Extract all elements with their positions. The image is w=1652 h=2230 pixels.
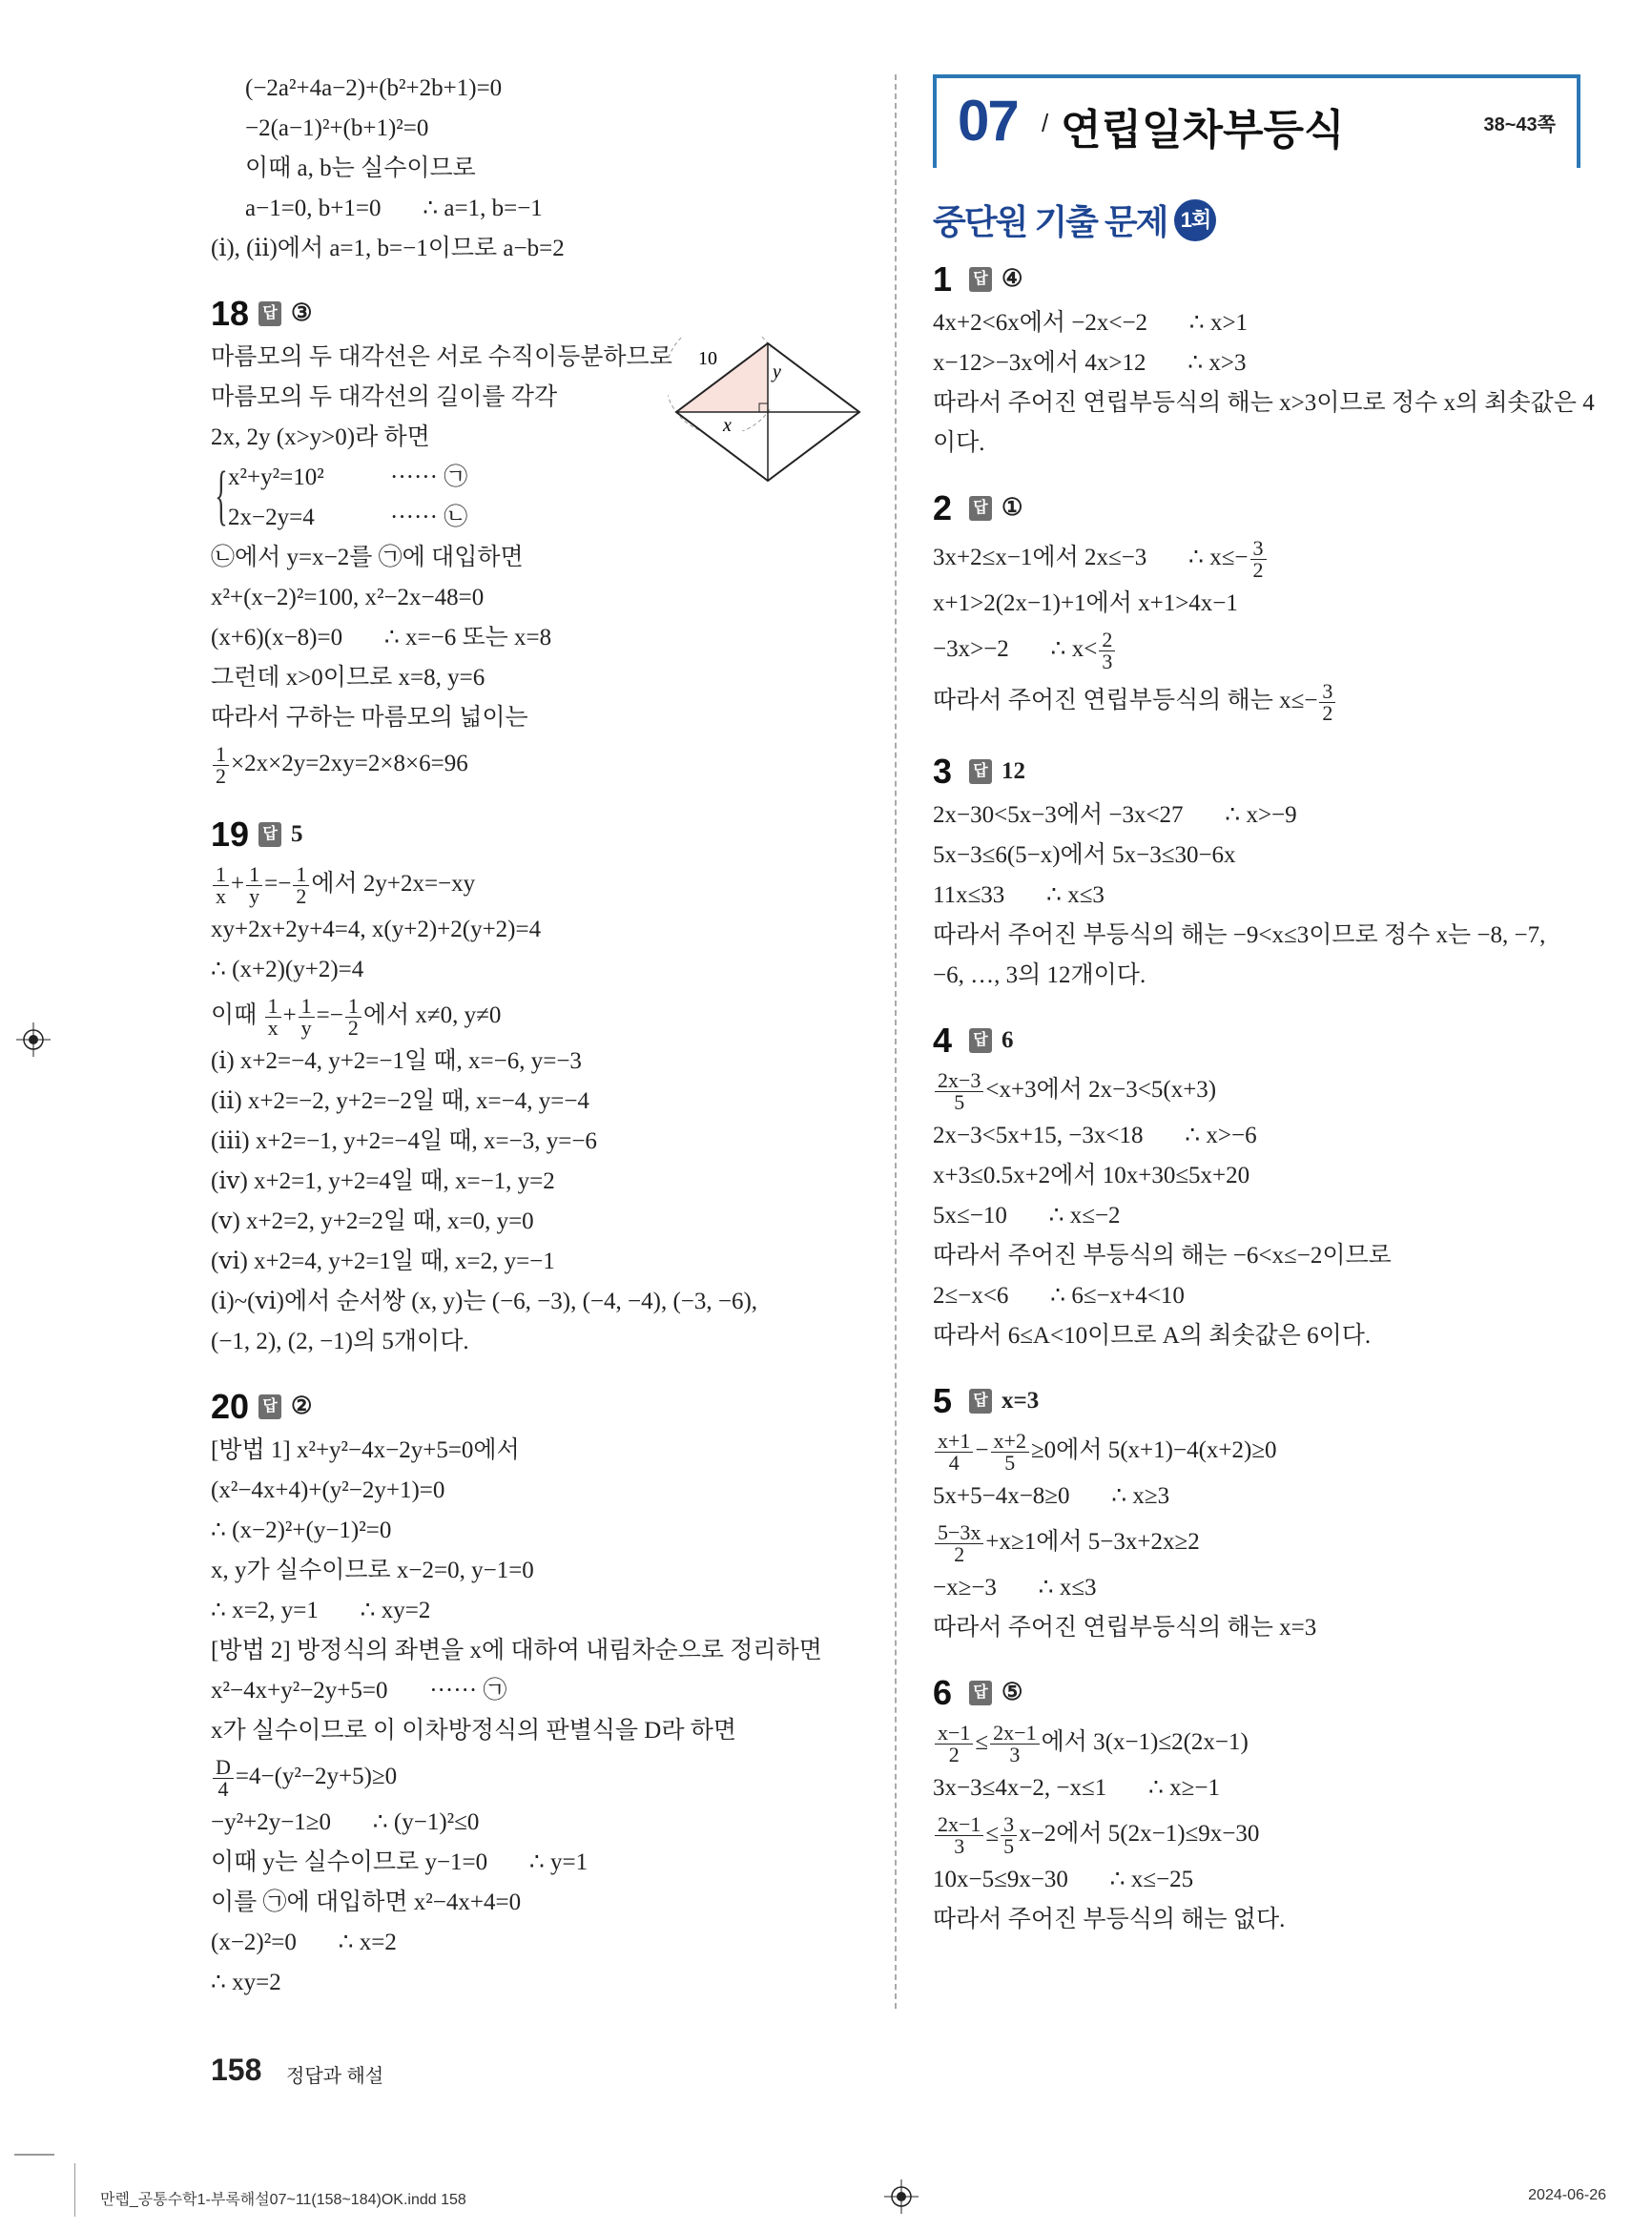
fraction-numerator: 2x−3	[935, 1070, 983, 1092]
answer-badge: 답	[969, 267, 992, 292]
fraction-denominator: 2	[1252, 557, 1264, 582]
fraction	[265, 993, 281, 1040]
text-line: (x+6)(x−8)=0 ∴ x=−6 또는 x=8	[211, 625, 552, 650]
fraction	[1099, 627, 1115, 673]
text-line: 2x−3<5x+15, −3x<18 ∴ x>−6	[933, 1123, 1257, 1148]
fraction-numerator: 1	[345, 996, 361, 1018]
column-divider	[895, 74, 897, 2009]
text-line: 마름모의 두 대각선은 서로 수직이등분하므로	[211, 344, 672, 370]
equation-label: ······ ㉠	[390, 465, 468, 490]
chapter-number: 07	[958, 89, 1018, 153]
text-line: 5x≤−10 ∴ x≤−2	[933, 1203, 1121, 1229]
fraction-numerator: 1	[293, 864, 309, 886]
fraction-numerator: 2x−1	[935, 1814, 983, 1836]
slug-date: 2024-06-26	[1528, 2187, 1606, 2203]
problem-header	[933, 1669, 1591, 1717]
answer-badge: 답	[258, 301, 281, 326]
text-segment: +	[282, 1002, 297, 1028]
system-equation	[228, 498, 467, 538]
fraction-denominator: 3	[954, 1833, 965, 1858]
fraction	[990, 1720, 1039, 1766]
fraction	[1001, 1811, 1017, 1858]
problem-header	[211, 1383, 869, 1431]
answer-badge: 답	[969, 1028, 992, 1053]
text-line: ∴ (x−2)²+(y−1)²=0	[211, 1518, 392, 1543]
text-line: x²−4x+y²−2y+5=0 ······ ㉠	[211, 1678, 507, 1703]
text-segment: −3x>−2 ∴ x<	[933, 636, 1098, 662]
fraction-denominator: y	[300, 1015, 312, 1040]
text-line: 그런데 x>0이므로 x=8, y=6	[211, 665, 485, 691]
text-line: ∴ (x+2)(y+2)=4	[211, 957, 364, 982]
math-line	[211, 738, 869, 790]
equation-label: ······ ㉡	[390, 505, 468, 530]
fraction-denominator: 2	[948, 1742, 960, 1766]
registration-mark-icon	[16, 1022, 51, 1057]
right-column	[933, 256, 1595, 1940]
fraction-numerator: D	[213, 1757, 234, 1779]
fraction-denominator: x	[267, 1015, 279, 1040]
text-line: 3x−3≤4x−2, −x≤1 ∴ x≥−1	[933, 1775, 1220, 1801]
fraction	[293, 861, 309, 908]
text-line: −2(a−1)²+(b+1)²=0	[245, 115, 429, 141]
text-line: (ⅰ), (ⅱ)에서 a=1, b=−1이므로 a−b=2	[211, 236, 565, 261]
fraction-numerator: 2x−1	[990, 1723, 1039, 1745]
slug-filename: 만렙_공통수학1-부록해설07~11(158~184)OK.indd 158	[100, 2192, 466, 2208]
answer-badge: 답	[969, 759, 992, 784]
fraction-denominator: 2	[216, 763, 226, 788]
fraction-denominator: 5	[1004, 1450, 1016, 1475]
text-line: −x≥−3 ∴ x≤3	[933, 1575, 1097, 1600]
label-side: 10	[698, 348, 717, 369]
text-line: xy+2x+2y+4=4, x(y+2)+2(y+2)=4	[211, 917, 542, 942]
text-line: 이를 ㉠에 대입하면 x²−4x+4=0	[211, 1889, 522, 1915]
problem-header	[211, 811, 869, 858]
problem-header	[933, 1377, 1591, 1425]
text-line: (−2a²+4a−2)+(b²+2b+1)=0	[245, 75, 503, 101]
text-line: (ⅰ)~(ⅵ)에서 순서쌍 (x, y)는 (−6, −3), (−4, −4), (−3, −6),	[211, 1289, 758, 1314]
rhombus-diagram	[668, 336, 868, 488]
answer-badge: 답	[258, 1394, 281, 1419]
text-line: x+3≤0.5x+2에서 10x+30≤5x+20	[933, 1163, 1250, 1188]
text-segment: +	[231, 871, 245, 897]
text-line: −6, …, 3의 12개이다.	[933, 962, 1146, 988]
text-line: 따라서 주어진 부등식의 해는 −6<x≤−2이므로	[933, 1243, 1392, 1269]
answer-value: ⑤	[1002, 1680, 1023, 1705]
fraction-denominator: 4	[948, 1450, 960, 1475]
math-line	[211, 1751, 869, 1803]
equation-text: 2x−2y=4	[228, 505, 315, 530]
math-line	[933, 532, 1591, 584]
fraction-denominator: y	[249, 883, 260, 908]
problem-header	[933, 1017, 1591, 1064]
footer-label: 정답과 해설	[286, 2066, 384, 2087]
text-line: x, y가 실수이므로 x−2=0, y−1=0	[211, 1558, 534, 1583]
text-line: 2x, 2y (x>y>0)라 하면	[211, 424, 430, 450]
text-segment: +x≥1에서 5−3x+2x≥2	[985, 1529, 1200, 1555]
text-line: (ⅴ) x+2=2, y+2=2일 때, x=0, y=0	[211, 1208, 534, 1234]
fraction	[1250, 535, 1267, 582]
system-equation	[228, 458, 467, 498]
answer-badge: 답	[258, 822, 281, 847]
fraction-numerator: 1	[213, 864, 229, 886]
math-line	[211, 990, 869, 1042]
fraction	[213, 741, 229, 788]
text-line: ∴ x=2, y=1 ∴ xy=2	[211, 1598, 431, 1623]
text-line: (ⅵ) x+2=4, y+2=1일 때, x=2, y=−1	[211, 1249, 555, 1274]
text-line: 이때 a, b는 실수이므로	[245, 155, 476, 181]
problem-number: 5	[933, 1381, 953, 1420]
text-segment: x−2에서 5(2x−1)≤9x−30	[1019, 1821, 1260, 1847]
text-line: 이때 y는 실수이므로 y−1=0 ∴ y=1	[211, 1849, 589, 1875]
text-segment: 이때	[211, 1002, 263, 1028]
crop-mark	[74, 2163, 75, 2217]
text-segment: 에서 3(x−1)≤2(2x−1)	[1041, 1729, 1249, 1755]
fraction-numerator: 3	[1001, 1814, 1017, 1836]
problem-number: 20	[211, 1387, 250, 1426]
problem-header	[933, 485, 1591, 532]
chapter-header	[933, 74, 1580, 168]
text-line: (x²−4x+4)+(y²−2y+1)=0	[211, 1477, 445, 1503]
text-line: [방법 1] x²+y²−4x−2y+5=0에서	[211, 1437, 520, 1463]
fraction	[935, 1428, 973, 1475]
problem-header	[933, 256, 1591, 303]
answer-value: ①	[1002, 495, 1023, 521]
text-line: 이다.	[933, 430, 985, 456]
fraction-numerator: x−1	[935, 1723, 973, 1745]
fraction-denominator: 2	[296, 883, 307, 908]
math-line	[933, 675, 1591, 727]
text-line: 따라서 주어진 부등식의 해는 없다.	[933, 1907, 1286, 1932]
problem-header	[211, 290, 869, 338]
page-range: 38~43쪽	[1483, 114, 1556, 135]
fraction-numerator: 5−3x	[935, 1522, 983, 1544]
label-y: y	[773, 361, 781, 382]
text-segment: ≤	[975, 1729, 989, 1755]
problem-number: 19	[211, 815, 250, 854]
text-line: a−1=0, b+1=0 ∴ a=1, b=−1	[245, 196, 543, 221]
problem-number: 6	[933, 1673, 953, 1712]
equation-rows	[228, 458, 467, 538]
fraction	[935, 1067, 983, 1114]
fraction-numerator: 3	[1250, 538, 1267, 560]
answer-value: ④	[1002, 266, 1023, 292]
text-line: (ⅱ) x+2=−2, y+2=−2일 때, x=−4, y=−4	[211, 1088, 589, 1114]
text-line: 따라서 주어진 연립부등식의 해는 x=3	[933, 1615, 1317, 1641]
text-line: (ⅰ) x+2=−4, y+2=−1일 때, x=−6, y=−3	[211, 1048, 582, 1074]
text-line: 따라서 구하는 마름모의 넓이는	[211, 705, 528, 731]
text-line: 5x+5−4x−8≥0 ∴ x≥3	[933, 1483, 1170, 1509]
text-line: 10x−5≤9x−30 ∴ x≤−25	[933, 1867, 1194, 1892]
text-segment: 에서 2y+2x=−xy	[311, 871, 476, 897]
fraction	[345, 993, 361, 1040]
text-line: 2≤−x<6 ∴ 6≤−x+4<10	[933, 1283, 1185, 1309]
fraction-denominator: 2	[954, 1541, 965, 1566]
fraction-numerator: x+1	[935, 1431, 973, 1453]
fraction	[935, 1519, 983, 1566]
chapter-title: 연립일차부등식	[1061, 107, 1345, 154]
text-segment: ×2x×2y=2xy=2×8×6=96	[231, 751, 468, 776]
text-segment: 에서 x≠0, y≠0	[362, 1002, 502, 1028]
math-line	[933, 624, 1591, 675]
fraction-denominator: 3	[1009, 1742, 1021, 1766]
chapter-slash: /	[1042, 109, 1049, 137]
round-badge: 1회	[1174, 199, 1216, 241]
fraction-numerator: 1	[246, 864, 262, 886]
page-number: 158	[211, 2053, 262, 2087]
answer-badge: 답	[969, 496, 992, 521]
label-x: x	[723, 415, 732, 436]
text-line: (x−2)²=0 ∴ x=2	[211, 1930, 397, 1955]
text-line: x가 실수이므로 이 이차방정식의 판별식을 D라 하면	[211, 1718, 737, 1744]
fraction	[991, 1428, 1029, 1475]
text-line: (ⅲ) x+2=−1, y+2=−4일 때, x=−3, y=−6	[211, 1128, 597, 1154]
text-segment: =4−(y²−2y+5)≥0	[235, 1764, 398, 1789]
math-line	[933, 1064, 1591, 1116]
answer-value: 5	[291, 821, 303, 847]
fraction	[213, 1754, 234, 1801]
fraction-denominator: 2	[347, 1015, 359, 1040]
fraction	[1319, 678, 1335, 725]
answer-value: ③	[291, 300, 313, 326]
fraction-numerator: 1	[265, 996, 281, 1018]
left-brace-icon: {	[215, 459, 228, 532]
text-line: 4x+2<6x에서 −2x<−2 ∴ x>1	[933, 310, 1249, 336]
problem-number: 2	[933, 488, 953, 527]
fraction-numerator: 2	[1099, 630, 1115, 651]
registration-mark-icon	[884, 2179, 919, 2214]
section-title-text: 중단원 기출 문제	[933, 202, 1167, 241]
fraction-denominator: 5	[954, 1089, 965, 1114]
answer-value: 6	[1002, 1027, 1014, 1053]
fraction-numerator: 1	[213, 744, 229, 766]
text-segment: <x+3에서 2x−3<5(x+3)	[985, 1077, 1217, 1103]
problem-number: 18	[211, 294, 250, 333]
text-line: 따라서 주어진 부등식의 해는 −9<x≤3이므로 정수 x는 −8, −7,	[933, 922, 1546, 948]
text-segment: ≤	[985, 1821, 1000, 1847]
problem-number: 4	[933, 1021, 953, 1060]
fraction	[299, 993, 315, 1040]
text-line: ∴ xy=2	[211, 1970, 281, 1995]
fraction-denominator: x	[216, 883, 226, 908]
answer-badge: 답	[969, 1389, 992, 1414]
problem-number: 1	[933, 259, 953, 299]
text-segment: =−	[264, 871, 292, 897]
math-line	[933, 1517, 1591, 1568]
answer-value: 12	[1002, 758, 1025, 784]
fraction	[213, 861, 229, 908]
text-line: x²+(x−2)²=100, x²−2x−48=0	[211, 585, 485, 610]
text-segment: −	[975, 1437, 989, 1463]
text-line: 따라서 주어진 연립부등식의 해는 x>3이므로 정수 x의 최솟값은 4	[933, 390, 1595, 416]
answer-badge: 답	[969, 1681, 992, 1705]
math-line	[211, 858, 869, 910]
answer-value: ②	[291, 1394, 313, 1419]
text-line: 따라서 6≤A<10이므로 A의 최솟값은 6이다.	[933, 1323, 1372, 1349]
fraction-numerator: x+2	[991, 1431, 1029, 1453]
fraction	[246, 861, 262, 908]
problem-number: 3	[933, 752, 953, 791]
math-line	[933, 1717, 1591, 1768]
fraction	[935, 1811, 983, 1858]
math-line	[933, 1425, 1591, 1476]
text-line: ㉡에서 y=x−2를 ㉠에 대입하면	[211, 545, 524, 570]
text-line: −y²+2y−1≥0 ∴ (y−1)²≤0	[211, 1809, 480, 1835]
answer-value: x=3	[1002, 1388, 1040, 1414]
crop-mark	[14, 2154, 54, 2156]
math-line	[933, 1808, 1591, 1860]
text-line: [방법 2] 방정식의 좌변을 x에 대하여 내림차순으로 정리하면	[211, 1638, 822, 1663]
text-segment: 따라서 주어진 연립부등식의 해는 x≤−	[933, 688, 1318, 713]
fraction-denominator: 2	[1322, 700, 1333, 725]
fraction-numerator: 3	[1319, 681, 1335, 703]
text-line: (−1, 2), (2, −1)의 5개이다.	[211, 1329, 469, 1354]
fraction-denominator: 5	[1003, 1833, 1015, 1858]
equation-text: x²+y²=10²	[228, 465, 324, 490]
fraction-numerator: 1	[299, 996, 315, 1018]
text-line: 5x−3≤6(5−x)에서 5x−3≤30−6x	[933, 842, 1236, 868]
text-line: x−12>−3x에서 4x>12 ∴ x>3	[933, 350, 1247, 376]
fraction-denominator: 3	[1102, 649, 1113, 673]
text-segment: ≥0에서 5(x+1)−4(x+2)≥0	[1030, 1437, 1277, 1463]
text-segment: 3x+2≤x−1에서 2x≤−3 ∴ x≤−	[933, 545, 1249, 570]
problem-header	[933, 748, 1591, 795]
fraction-denominator: 4	[217, 1776, 229, 1801]
text-segment: =−	[316, 1002, 343, 1028]
section-title	[933, 196, 1216, 244]
text-line: 2x−30<5x−3에서 −3x<27 ∴ x>−9	[933, 802, 1297, 828]
text-line: 마름모의 두 대각선의 길이를 각각	[211, 384, 558, 410]
fraction	[935, 1720, 973, 1766]
text-line: 11x≤33 ∴ x≤3	[933, 882, 1105, 908]
text-line: (ⅳ) x+2=1, y+2=4일 때, x=−1, y=2	[211, 1168, 555, 1194]
text-line: x+1>2(2x−1)+1에서 x+1>4x−1	[933, 590, 1238, 616]
